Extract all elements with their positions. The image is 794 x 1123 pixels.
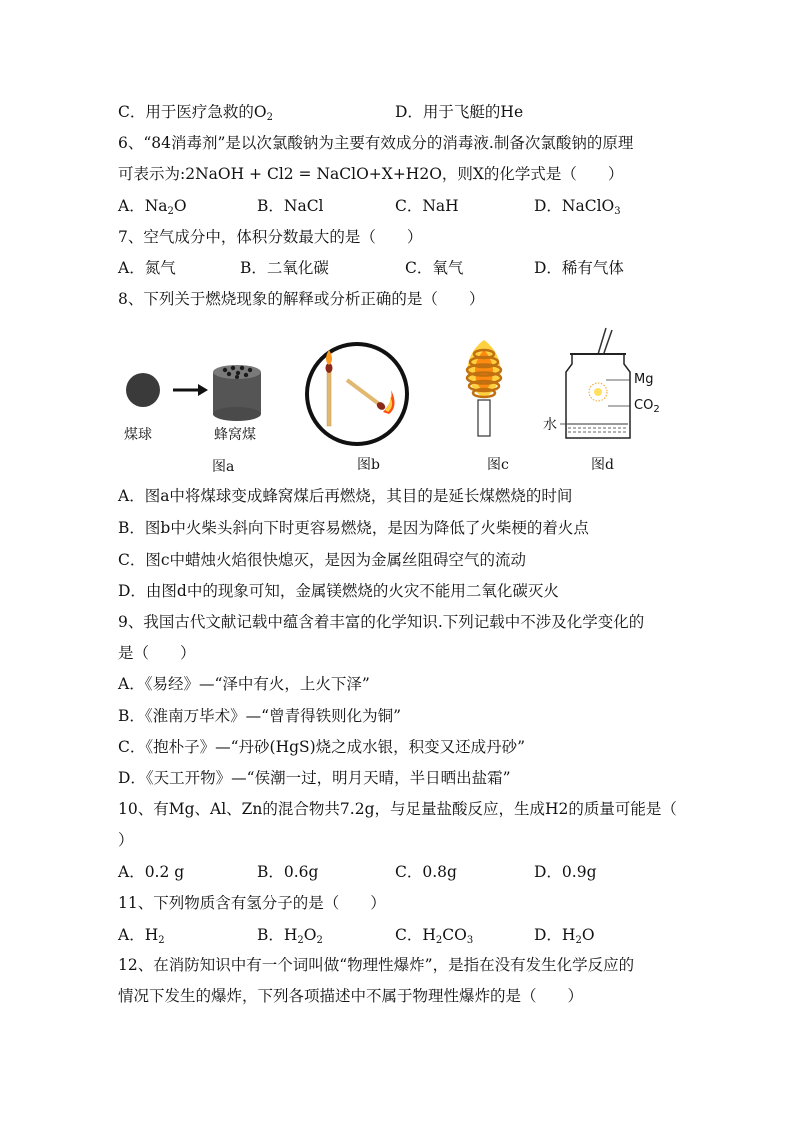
- q9-option-d: D．《天工开物》—“侯潮一过，明月天晴，半日晒出盐霜”: [118, 769, 511, 787]
- q11-option-a-text: A．H: [118, 926, 159, 944]
- q11-option-a: [118, 925, 165, 945]
- match-upright: [327, 370, 331, 426]
- q11-option-b-text: B．H: [257, 926, 298, 944]
- q9-stem-line2: 是（ ）: [118, 644, 196, 662]
- q11-option-b-sub2: 2: [316, 935, 323, 946]
- q6-option-c: C．NaH: [395, 197, 459, 215]
- label-honeycomb: 蜂窝煤: [214, 427, 256, 443]
- q6-option-d-sub: 3: [614, 206, 621, 217]
- q7-option-a: A．氮气: [118, 259, 176, 277]
- q11-option-d: [534, 925, 595, 945]
- q11-option-d-sub: 2: [575, 935, 582, 946]
- q8-option-d: D．由图d中的现象可知，金属镁燃烧的火灾不能用二氧化碳灭火: [118, 582, 559, 600]
- q8-option-c: C．图c中蜡烛火焰很快熄灭，是因为金属丝阻碍空气的流动: [118, 551, 527, 569]
- candle-body: [478, 400, 490, 436]
- figure-b-matches: [303, 340, 411, 448]
- q9-option-c: C．《抱朴子》—“丹砂(HgS)烧之成水银，积变又还成丹砂”: [118, 738, 526, 756]
- q11-option-c-text: C．H: [395, 926, 436, 944]
- q10-option-c: C．0.8g: [395, 863, 457, 881]
- honeycomb-bottom: [213, 407, 261, 421]
- q7-option-b: B．二氧化碳: [240, 259, 329, 277]
- q9-option-b: B．《淮南万毕术》—“曾青得铁则化为铜”: [118, 707, 401, 725]
- q6-option-a: [118, 196, 187, 216]
- q12-stem-line2: 情况下发生的爆炸，下列各项描述中不属于物理性爆炸的是（ ）: [118, 987, 584, 1005]
- label-co2-sub: 2: [653, 404, 660, 415]
- caption-figure-b: 图b: [357, 457, 380, 473]
- q9-option-a: A．《易经》—“泽中有火，上火下泽”: [118, 675, 370, 693]
- q11-option-b-sub1: 2: [297, 935, 304, 946]
- coal-ball-shape: [126, 373, 160, 407]
- q11-option-b: [257, 925, 323, 945]
- q10-option-d: D．0.9g: [534, 863, 597, 881]
- q6-stem-line2: 可表示为:2NaOH + Cl2 = NaClO+X+H2O，则X的化学式是（ ）: [118, 165, 624, 183]
- q6-option-d: [534, 196, 621, 216]
- caption-figure-d: 图d: [591, 457, 614, 473]
- q7-stem: 7、空气成分中，体积分数最大的是（ ）: [118, 228, 423, 246]
- q12-stem-line1: 12、在消防知识中有一个词叫做“物理性爆炸”，是指在没有发生化学反应的: [118, 956, 635, 974]
- q6-option-b: B．NaCl: [257, 197, 324, 215]
- q10-stem-line1: 10、有Mg、Al、Zn的混合物共7.2g，与足量盐酸反应，生成H2的质量可能是（: [118, 800, 677, 818]
- figure-c-candle: [432, 336, 542, 444]
- q11-stem: 11、下列物质含有氢分子的是（ ）: [118, 894, 386, 912]
- label-coal-ball: 煤球: [124, 427, 152, 443]
- q5-option-c-sub: 2: [266, 112, 273, 123]
- label-water: 水: [543, 417, 557, 433]
- q10-stem-line2: ）: [118, 831, 134, 849]
- q7-option-d: D．稀有气体: [534, 259, 624, 277]
- q11-option-c-sub1: 2: [435, 935, 443, 946]
- q8-stem: 8、下列关于燃烧现象的解释或分析正确的是（ ）: [118, 290, 485, 308]
- q11-option-c-mid: CO: [442, 926, 467, 944]
- q7-option-c: C．氧气: [405, 259, 464, 277]
- q5-option-d: D．用于飞艇的He: [395, 103, 524, 121]
- q5-option-c-text: C．用于医疗急救的O: [118, 103, 267, 121]
- q6-option-d-text: D．NaClO: [534, 197, 615, 215]
- q11-option-c-sub2: 3: [466, 935, 474, 946]
- q6-option-a-text: A．Na: [118, 197, 168, 215]
- q10-option-a: A．0.2 g: [118, 863, 185, 881]
- q11-option-d-text: D．H: [534, 926, 576, 944]
- q6-option-a-suffix: O: [173, 197, 187, 215]
- label-mg: Mg: [634, 372, 654, 387]
- q10-option-b: B．0.6g: [257, 863, 319, 881]
- label-co2-text: CO: [634, 398, 654, 413]
- label-co2: [634, 398, 660, 413]
- arrow-head-icon: [198, 384, 208, 396]
- q9-stem-line1: 9、我国古代文献记载中蕴含着丰富的化学知识.下列记载中不涉及化学变化的: [118, 613, 645, 631]
- q6-stem-line1: 6、“84消毒剂”是以次氯酸钠为主要有效成分的消毒液.制备次氯酸钠的原理: [118, 134, 634, 152]
- q11-option-a-sub: 2: [158, 935, 165, 946]
- q5-option-c: [118, 102, 273, 122]
- q8-option-b: B．图b中火柴头斜向下时更容易燃烧，是因为降低了火柴梗的着火点: [118, 519, 589, 537]
- q11-option-c: [395, 925, 473, 945]
- caption-figure-a: 图a: [212, 459, 235, 475]
- q11-option-b-mid: O: [303, 926, 317, 944]
- mg-flame: [594, 388, 602, 396]
- q8-option-a: A．图a中将煤球变成蜂窝煤后再燃烧，其目的是延长煤燃烧的时间: [118, 487, 573, 505]
- q11-option-d-suffix: O: [581, 926, 595, 944]
- caption-figure-c: 图c: [487, 457, 509, 473]
- q6-option-a-sub: 2: [167, 206, 174, 217]
